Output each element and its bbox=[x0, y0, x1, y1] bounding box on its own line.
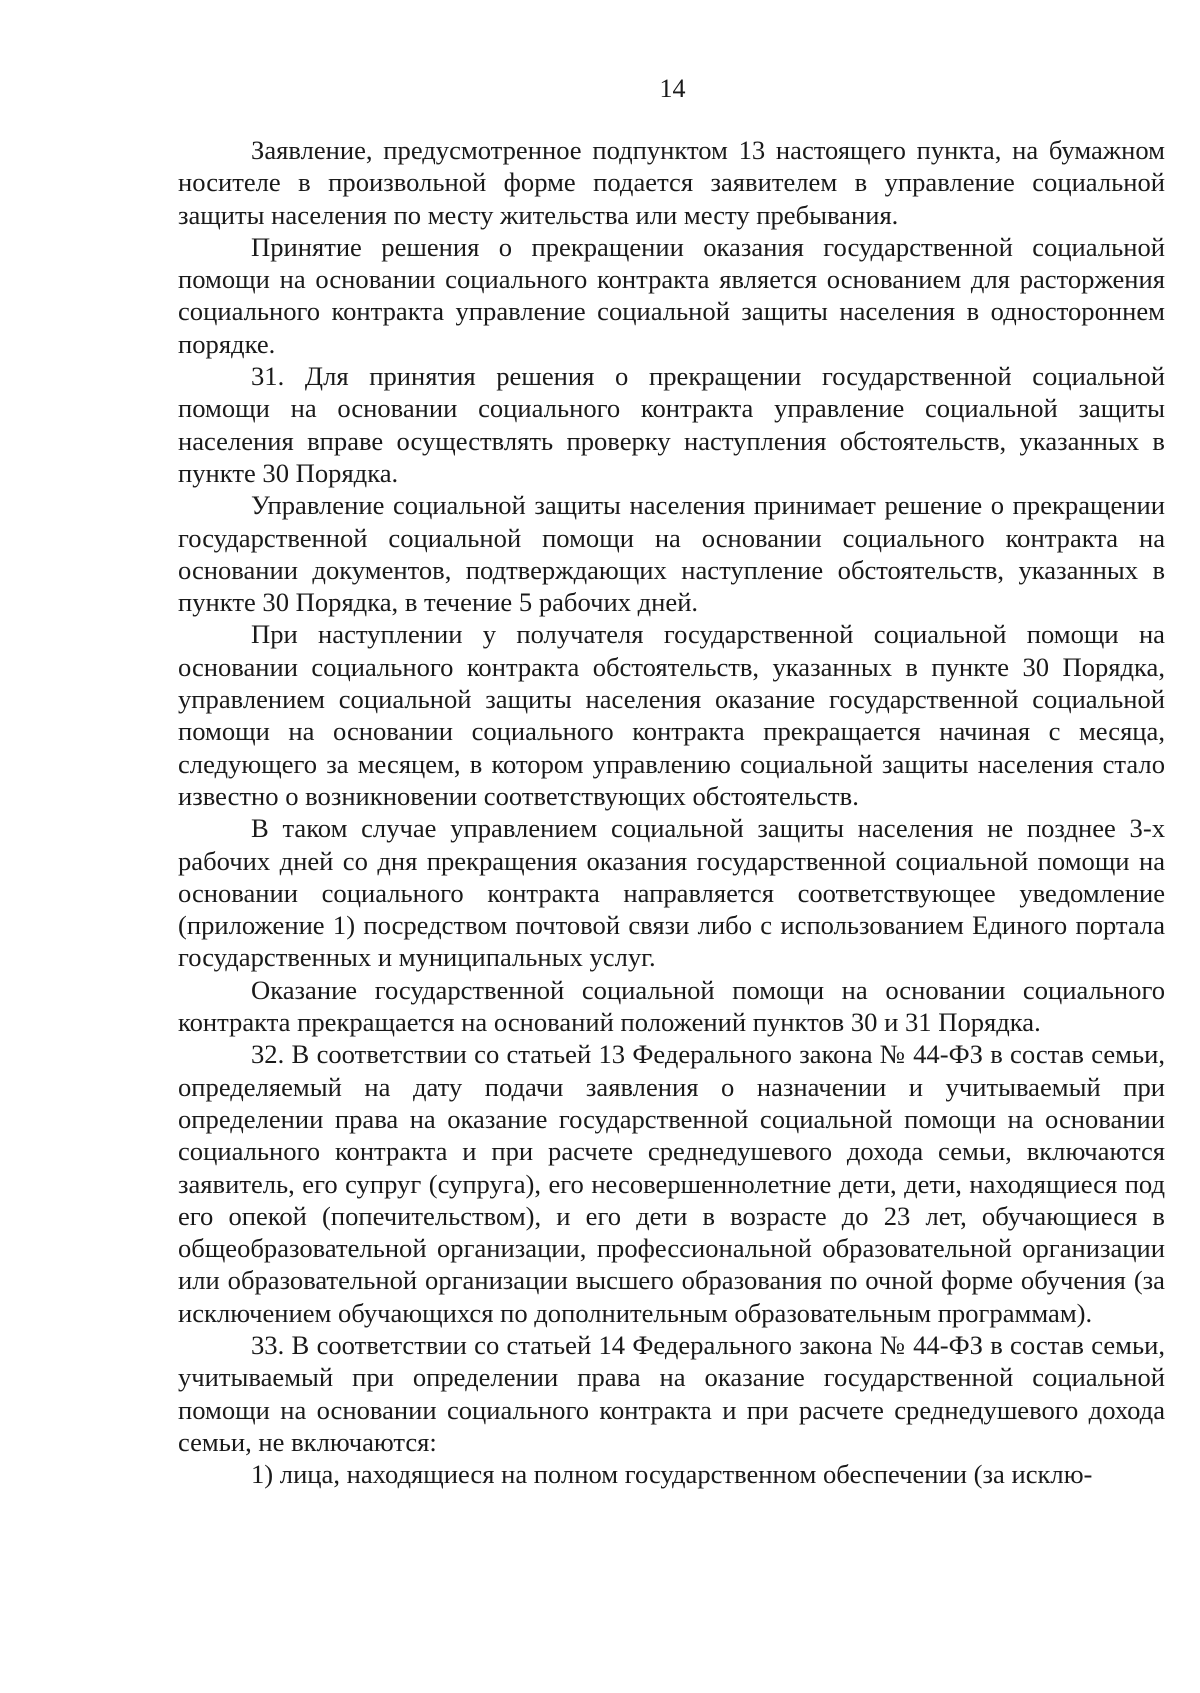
paragraph: При наступлении у получателя государственной социальной помощи на основании социального контракта обстоятельств, указанных в пункте 30 Порядка, управлением социальной защиты населения оказание государственной социальной помощи на основании социального контракта прекращается начиная с месяца, следующего за месяцем, в котором управлению социальной защиты населения стало известно о возникновении соответствующих обстоятельств. bbox=[178, 619, 1165, 811]
paragraph-item-32: 32. В соответствии со статьей 13 Федерального закона № 44-ФЗ в состав семьи, определяемый на дату подачи заявления о назначении и учитываемый при определении права на оказание государственной социальной помощи на основании социального контракта и при расчете среднедушевого дохода семьи, включаются заявитель, его супруг (супруга), его несовершеннолетние дети, дети, находящиеся под его опекой (попечительством), и его дети в возрасте до 23 лет, обучающиеся в общеобразовательной организации, профессиональной образовательной организации или образовательной организации высшего образования по очной форме обучения (за исключением обучающихся по дополнительным образовательным программам). bbox=[178, 1039, 1165, 1328]
paragraph: Оказание государственной социальной помощи на основании социального контракта прекращается на оснований положений пунктов 30 и 31 Порядка. bbox=[178, 974, 1165, 1038]
paragraph: В таком случае управлением социальной защиты населения не позднее 3-х рабочих дней со дня прекращения оказания государственной социальной помощи на основании социального контракта направляется соответствующее уведомление (приложение 1) посредством почтовой связи либо с использованием Единого портала государственных и муниципальных услуг. bbox=[178, 813, 1165, 973]
paragraph-item-31: 31. Для принятия решения о прекращении государственной социальной помощи на основании социального контракта управление социальной защиты населения вправе осуществлять проверку наступления обстоятельств, указанных в пункте 30 Порядка. bbox=[178, 361, 1165, 488]
body-text bbox=[178, 134, 1165, 1490]
paragraph: Принятие решения о прекращении оказания государственной социальной помощи на основании социального контракта является основанием для расторжения социального контракта управление социальной защиты населения в одностороннем порядке. bbox=[178, 231, 1165, 359]
page-number: 14 bbox=[659, 74, 686, 103]
paragraph: Заявление, предусмотренное подпунктом 13 настоящего пункта, на бумажном носителе в произвольной форме подается заявителем в управление социальной защиты населения по месту жительства или месту пребывания. bbox=[178, 135, 1165, 230]
paragraph: Управление социальной защиты населения принимает решение о прекращении государственной социальной помощи на основании социального контракта на основании документов, подтверждающих наступление обстоятельств, указанных в пункте 30 Порядка, в течение 5 рабочих дней. bbox=[178, 490, 1165, 618]
paragraph-subitem-1: 1) лица, находящиеся на полном государственном обеспечении (за исклю- bbox=[251, 1459, 1093, 1490]
paragraph-item-33: 33. В соответствии со статьей 14 Федерального закона № 44-ФЗ в состав семьи, учитываемый при определении права на оказание государственной социальной помощи на основании социального контракта и при расчете среднедушевого дохода семьи, не включаются: bbox=[178, 1329, 1165, 1457]
